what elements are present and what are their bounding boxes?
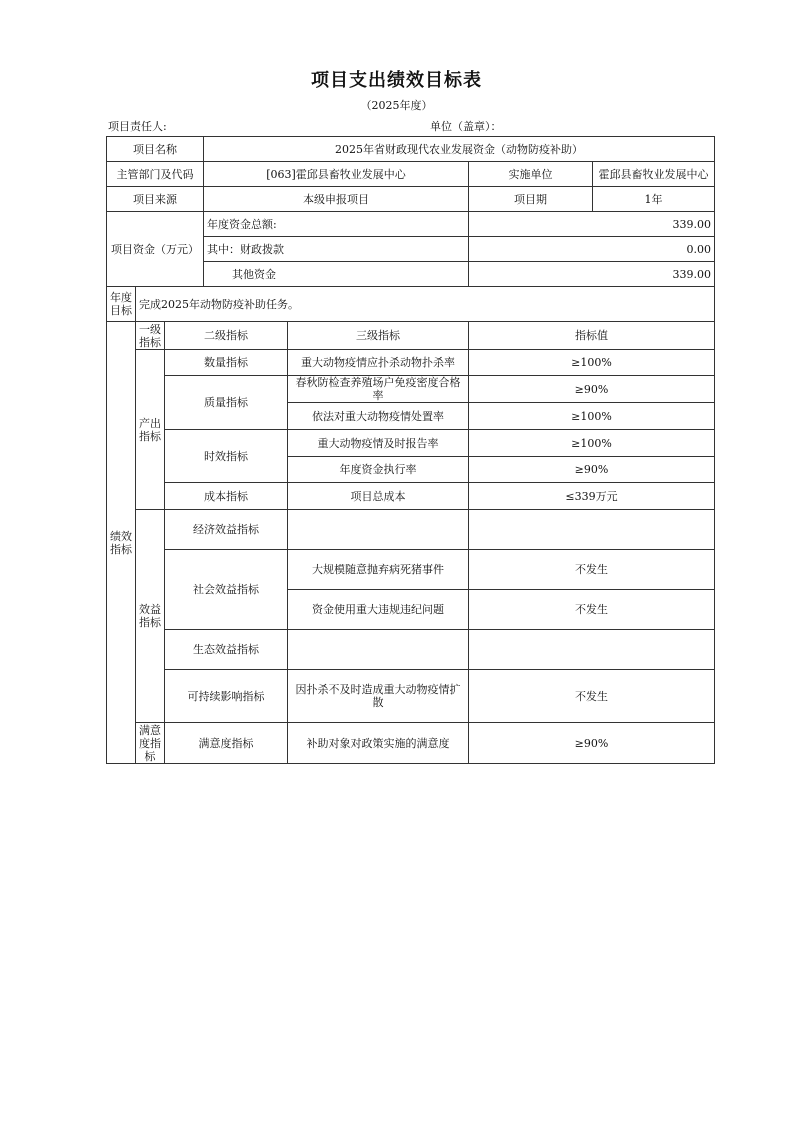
- indicator-value: ≥90%: [469, 723, 715, 764]
- indicator-value: [469, 630, 715, 670]
- funds-other-label: 其他资金: [204, 262, 469, 287]
- ecological-label: 生态效益指标: [165, 630, 288, 670]
- annual-goal-text: 完成2025年动物防疫补助任务。: [136, 287, 715, 322]
- indicator-name: 因扑杀不及时造成重大动物疫情扩散: [288, 670, 469, 723]
- source-label: 项目来源: [107, 187, 204, 212]
- social-label: 社会效益指标: [165, 550, 288, 630]
- satisfaction-group-label: 满意度指标: [136, 723, 165, 764]
- funds-total-value: 339.00: [469, 212, 715, 237]
- indicator-value: ≥90%: [469, 457, 715, 483]
- timeliness-label: 时效指标: [165, 430, 288, 483]
- header-level2: 二级指标: [165, 322, 288, 350]
- period-value: 1年: [593, 187, 715, 212]
- indicator-name: 补助对象对政策实施的满意度: [288, 723, 469, 764]
- indicator-name: 资金使用重大违规违纪问题: [288, 590, 469, 630]
- indicator-value: 不发生: [469, 670, 715, 723]
- funds-fiscal-label: 其中：财政拨款: [204, 237, 469, 262]
- dept-label: 主管部门及代码: [107, 162, 204, 187]
- header-level3: 三级指标: [288, 322, 469, 350]
- cost-label: 成本指标: [165, 483, 288, 510]
- page-title: 项目支出绩效目标表: [311, 70, 482, 91]
- quantity-label: 数量指标: [165, 350, 288, 376]
- indicator-name: 年度资金执行率: [288, 457, 469, 483]
- indicator-value: ≥90%: [469, 376, 715, 403]
- indicator-value: ≥100%: [469, 403, 715, 430]
- unit-label: 单位（盖章）：: [430, 120, 502, 133]
- sustainable-label: 可持续影响指标: [165, 670, 288, 723]
- owner-label: 项目责任人:: [108, 120, 167, 133]
- satisfaction-label: 满意度指标: [165, 723, 288, 764]
- source-value: 本级申报项目: [204, 187, 469, 212]
- funds-fiscal-value: 0.00: [469, 237, 715, 262]
- indicator-value: ≥100%: [469, 350, 715, 376]
- impl-unit-value: 霍邱县畜牧业发展中心: [593, 162, 715, 187]
- economic-label: 经济效益指标: [165, 510, 288, 550]
- perf-label: 绩效指标: [107, 322, 136, 764]
- indicator-value: 不发生: [469, 590, 715, 630]
- performance-table: [106, 136, 715, 764]
- annual-goal-label: 年度目标: [107, 287, 136, 322]
- indicator-name: 项目总成本: [288, 483, 469, 510]
- indicator-value: 不发生: [469, 550, 715, 590]
- project-name-label: 项目名称: [107, 137, 204, 162]
- quality-label: 质量指标: [165, 376, 288, 430]
- benefit-label: 效益指标: [136, 510, 165, 723]
- indicator-value: [469, 510, 715, 550]
- indicator-value: ≥100%: [469, 430, 715, 457]
- indicator-name: 重大动物疫情及时报告率: [288, 430, 469, 457]
- indicator-name: [288, 510, 469, 550]
- project-name-value: 2025年省财政现代农业发展资金（动物防疫补助）: [204, 137, 715, 162]
- impl-unit-label: 实施单位: [469, 162, 593, 187]
- year-label: （2025年度）: [360, 99, 433, 112]
- dept-value: [063]霍邱县畜牧业发展中心: [204, 162, 469, 187]
- indicator-name: 大规模随意抛弃病死猪事件: [288, 550, 469, 590]
- indicator-name: 依法对重大动物疫情处置率: [288, 403, 469, 430]
- funds-other-value: 339.00: [469, 262, 715, 287]
- indicator-value: ≤339万元: [469, 483, 715, 510]
- period-label: 项目期: [469, 187, 593, 212]
- output-label: 产出指标: [136, 350, 165, 510]
- header-value: 指标值: [469, 322, 715, 350]
- header-level1: 一级指标: [136, 322, 165, 350]
- indicator-name: 重大动物疫情应扑杀动物扑杀率: [288, 350, 469, 376]
- funds-label: 项目资金（万元）: [107, 212, 204, 287]
- indicator-name: 春秋防检查养殖场户免疫密度合格率: [288, 376, 469, 403]
- indicator-name: [288, 630, 469, 670]
- funds-total-label: 年度资金总额:: [204, 212, 469, 237]
